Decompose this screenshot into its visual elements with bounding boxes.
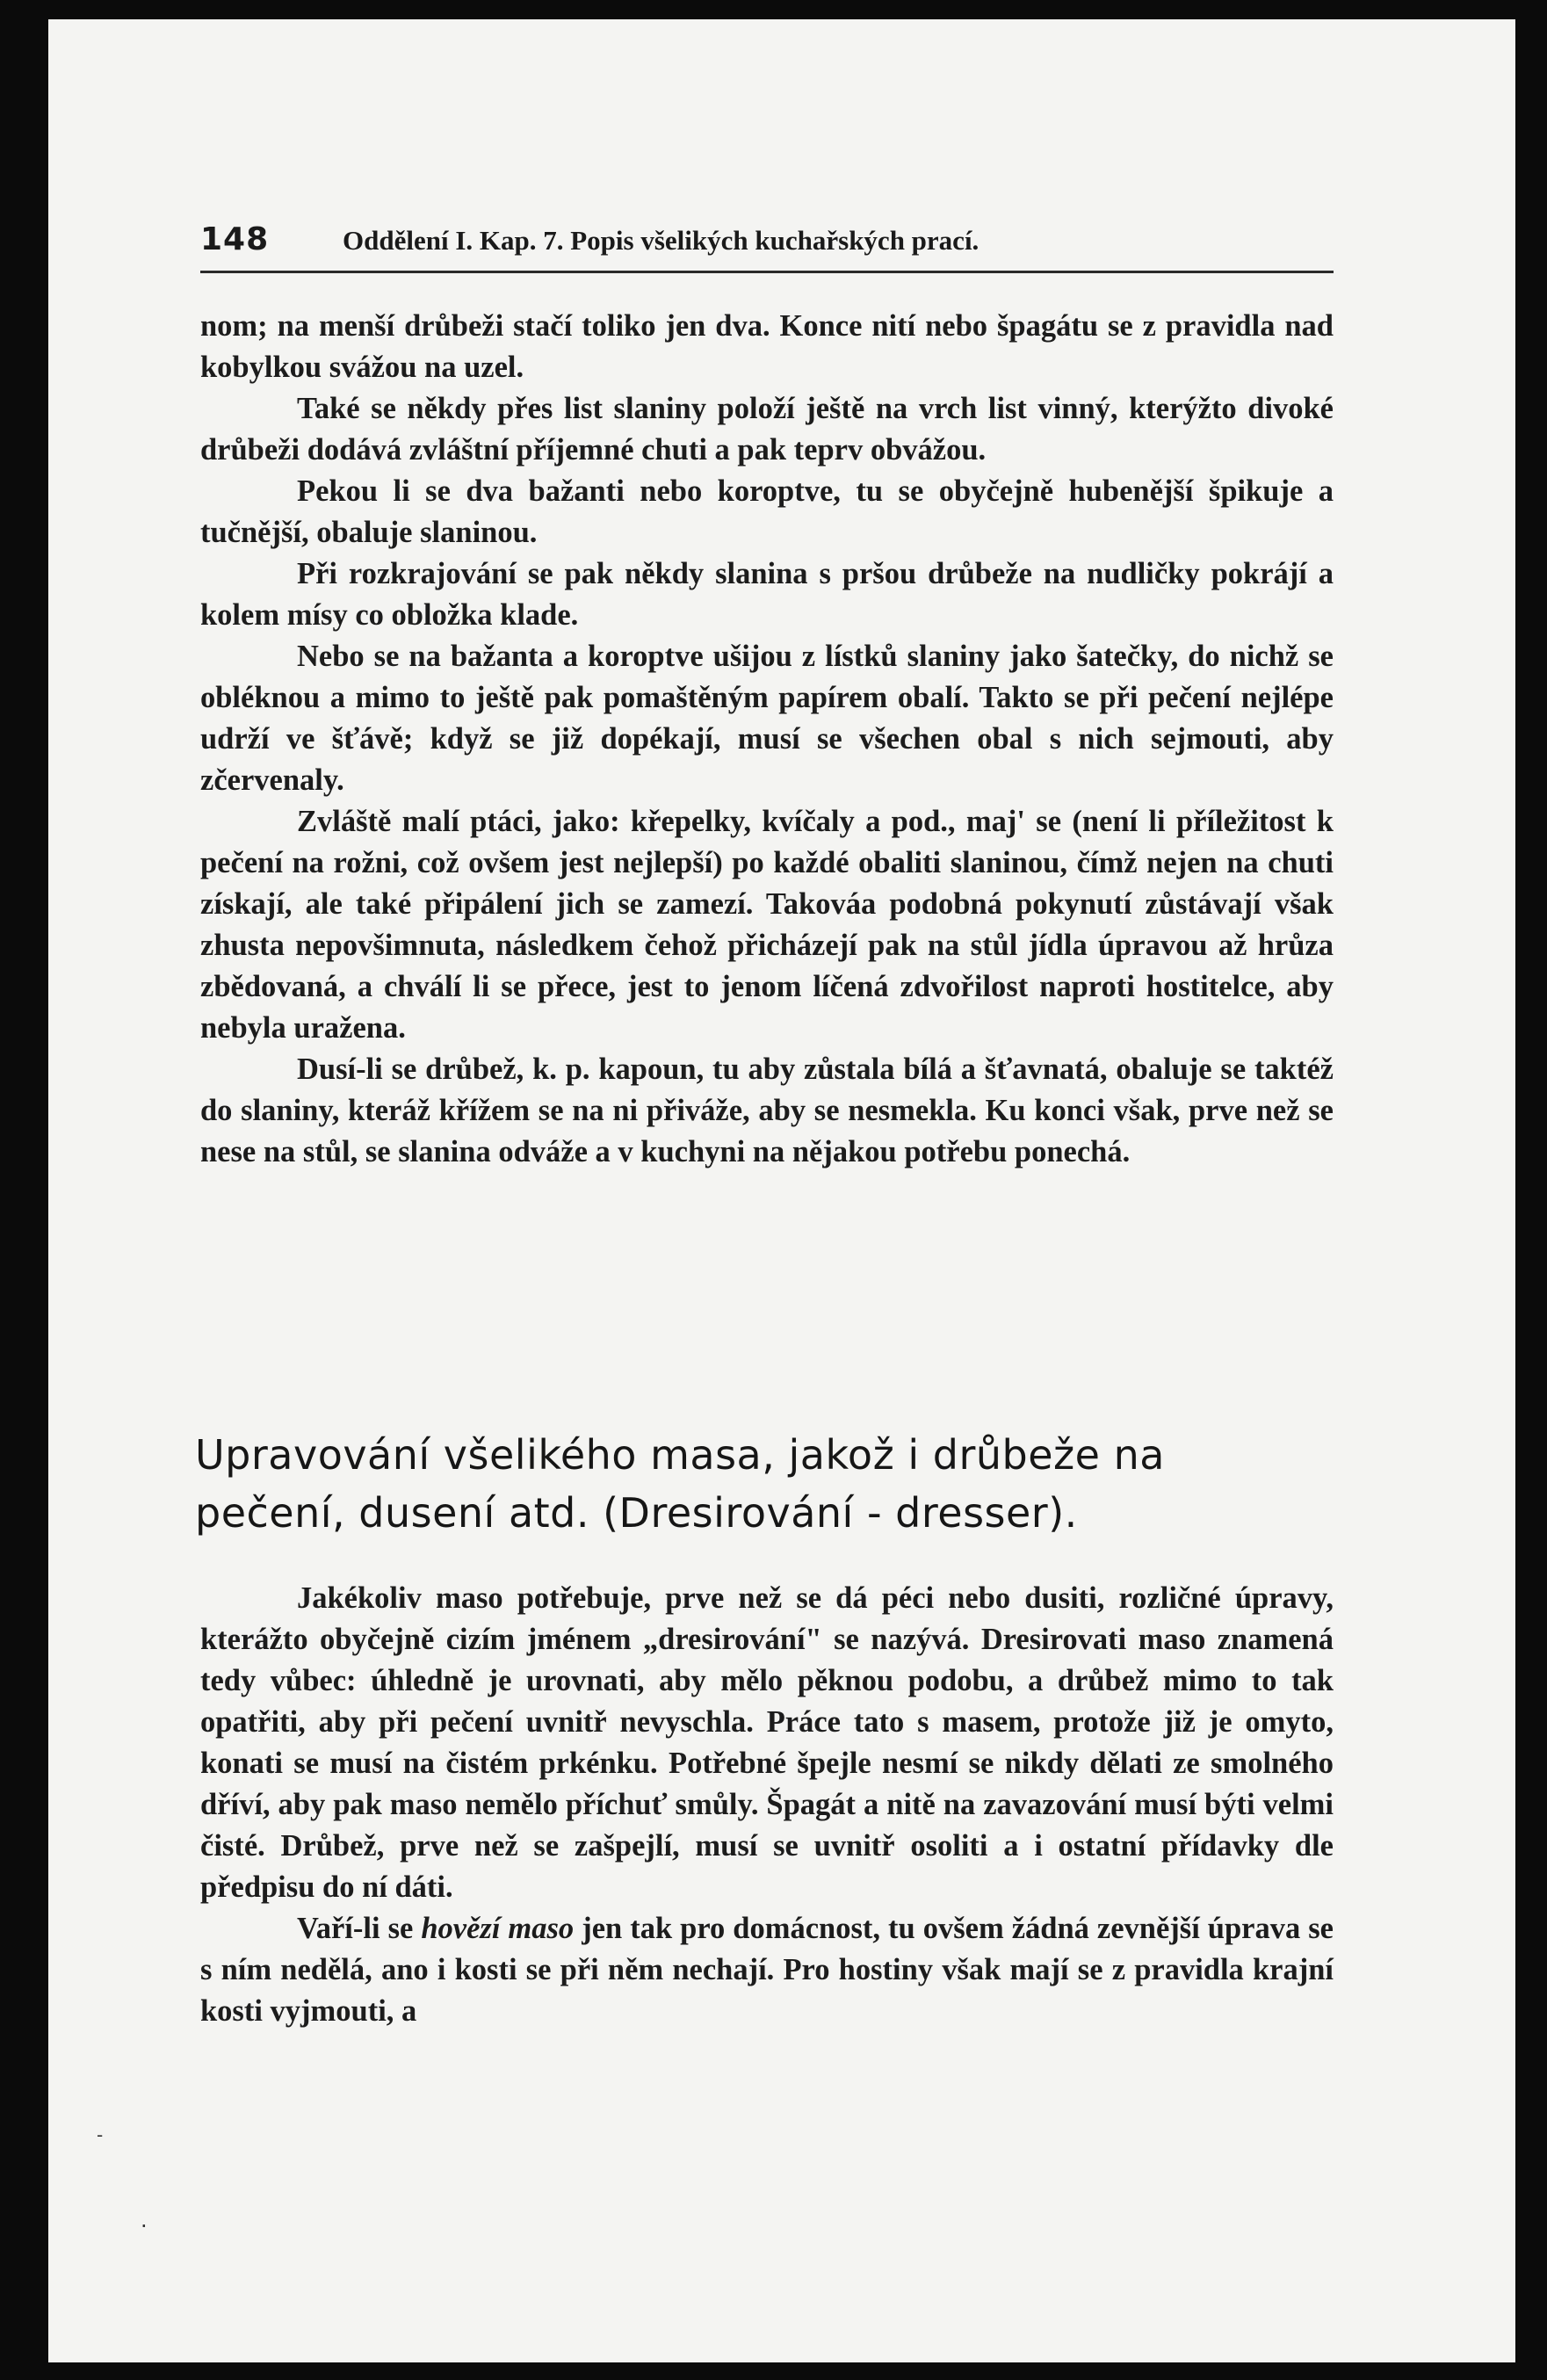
scan-speck: · [141,2214,148,2239]
paragraph: Při rozkrajování se pak někdy slanina s pršou drůbeže na nudličky pokrájí a kolem mísy co obložka klade. [200,557,1334,632]
running-head: Oddělení I. Kap. 7. Popis všelikých kuchařských prací. [343,225,980,256]
paragraph [200,1908,1334,2032]
paragraph: Také se někdy přes list slaniny položí ještě na vrch list vinný, kterýžto divoké drůbeži dodává zvláštní příjemné chuti a pak teprv obvážou. [200,392,1334,467]
page-number: 148 [200,221,270,257]
paragraph: Jakékoliv maso potřebuje, prve než se dá péci nebo dusiti, rozličné úpravy, kterážto obyčejně cizím jménem „dresirování" se nazývá. Dresirovati maso znamená tedy vůbec: úhledně je urovnati, aby mělo pěknou podobu, a drůbež mimo to tak opatřiti, aby při pečení uvnitř nevyschla. Práce tato s masem, protože již je omyto, konati se musí na čistém prkénku. Potřebné špejle nesmí se nikdy dělati ze smolného dříví, aby pak maso nemělo příchuť smůly. Špagát a nitě na zavazování musí býti velmi čisté. Drůbež, prve než se zašpejlí, musí se uvnitř osoliti a i ostatní přídavky dle předpisu do ní dáti. [200,1581,1334,1904]
heading-line: Upravování všelikého masa, jakož i drůbeže na [195,1431,1165,1479]
paragraph: Dusí-li se drůbež, k. p. kapoun, tu aby zůstala bílá a šťavnatá, obaluje se taktéž do slaniny, kteráž křížem se na ni přiváže, aby se nesmekla. Ku konci však, prve než se nese na stůl, se slanina odváže a v kuchyni na nějakou potřebu ponechá. [200,1053,1334,1168]
paragraph-lead: Vaří-li se [297,1912,414,1945]
heading-line: pečení, dusení atd. (Dresirování - dresser). [195,1489,1078,1537]
paragraph-rest: jen tak pro domácnost, tu ovšem žádná zevnější úprava se s ním nedělá, ano i kosti se při něm nechají. Pro hostiny však mají se z pravidla krajní kosti vyjmouti, a [200,1912,1334,2028]
page-header [200,218,1334,273]
paragraph: Nebo se na bažanta a koroptve ušijou z lístků slaniny jako šatečky, do nichž se obléknou a mimo to ještě pak pomaštěným papírem obalí. Takto se při pečení nejlépe udrží ve šťávě; když se již dopékají, musí se všechen obal s nich sejmouti, aby zčervenaly. [200,640,1334,797]
paragraph: nom; na menší drůbeži stačí toliko jen dva. Konce nití nebo špagátu se z pravidla nad kobylkou svážou na uzel. [200,309,1334,384]
section-body-2 [200,1578,1334,2032]
emphasized-term: hovězí maso [421,1912,575,1945]
paragraph: Zvláště malí ptáci, jako: křepelky, kvíčaly a pod., maj' se (není li příležitost k pečení na rožni, což ovšem jest nejlepší) po každé obaliti slaninou, čímž nejen na chuti získají, ale také připálení jich se zamezí. Takováa podobná pokynutí zůstávají však zhusta nepovšimnuta, následkem čehož přicházejí pak na stůl jídla úpravou až hrůza zbědovaná, a chválí li se přece, jest to jenom líčená zdvořilost naproti hostitelce, aby nebyla uražena. [200,805,1334,1045]
paragraph: Pekou li se dva bažanti nebo koroptve, tu se obyčejně hubenější špikuje a tučnější, obaluje slaninou. [200,474,1334,549]
section-heading [195,1426,1337,1542]
scan-speck: - [97,2124,104,2145]
section-body-1 [200,306,1334,1173]
